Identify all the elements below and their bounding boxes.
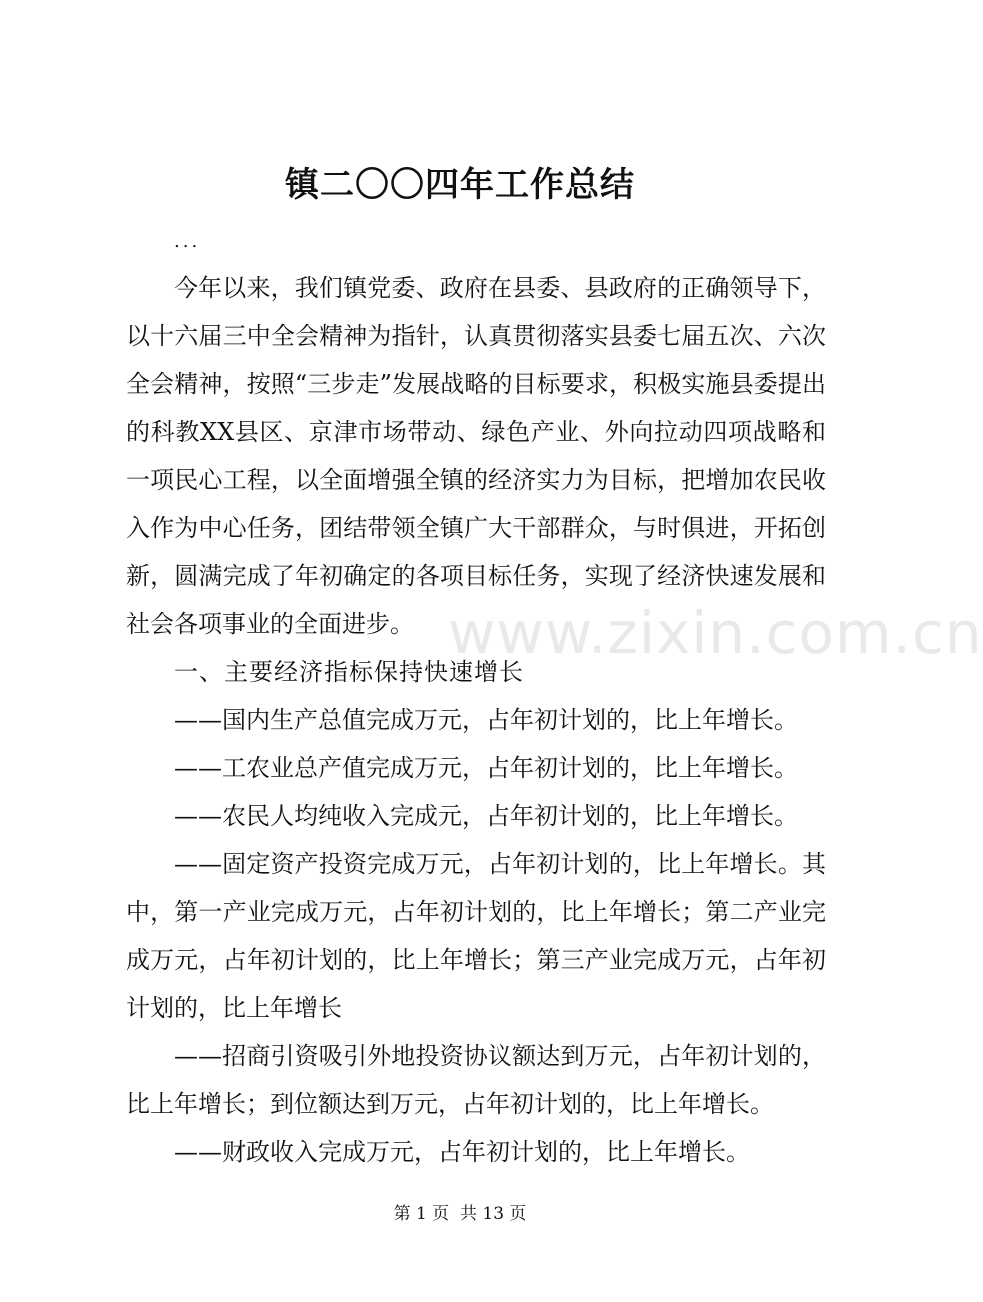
indicator-investment-attraction: ——招商引资吸引外地投资协议额达到万元，占年初计划的，比上年增长；到位额达到万元，占年初计划的，比上年增长。: [126, 1042, 826, 1118]
watermark: www.zixin.com.cn: [448, 599, 983, 667]
indicator-farmer-income: ——农民人均纯收入完成元，占年初计划的，比上年增长。: [174, 802, 798, 830]
intro-paragraph: 今年以来，我们镇党委、政府在县委、县政府的正确领导下，以十六届三中全会精神为指针，认真贯彻落实县委七届五次、六次全会精神，按照“三步走”发展战略的目标要求，积极实施县委提出的科教XX县区、京津市场带动、绿色产业、外向拉动四项战略和一项民心工程，以全面增强全镇的经济实力为目标，把增加农民收入作为中心任务，团结带领全镇广大干部群众，与时俱进，开拓创新，圆满完成了年初确定的各项目标任务，实现了经济快速发展和社会各项事业的全面进步。: [126, 274, 826, 638]
indicator-fixed-investment: ——固定资产投资完成万元，占年初计划的，比上年增长。其中，第一产业完成万元，占年初计划的，比上年增长；第二产业完成万元，占年初计划的，比上年增长；第三产业完成万元，占年初计划的，比上年增长: [126, 850, 826, 1022]
indicator-gdp: ——国内生产总值完成万元，占年初计划的，比上年增长。: [174, 706, 798, 734]
indicator-fiscal-revenue: ——财政收入完成万元，占年初计划的，比上年增长。: [174, 1138, 750, 1166]
document-title: 镇二〇〇四年工作总结: [285, 165, 635, 205]
indicator-output-value: ——工农业总产值完成万元，占年初计划的，比上年增长。: [174, 754, 798, 782]
document-body: [126, 264, 826, 1176]
section-heading: 一、主要经济指标保持快速增长: [174, 658, 524, 686]
page-number-footer: 第 1 页 共 13 页: [393, 1204, 527, 1224]
ellipsis-text: ...: [174, 231, 201, 252]
